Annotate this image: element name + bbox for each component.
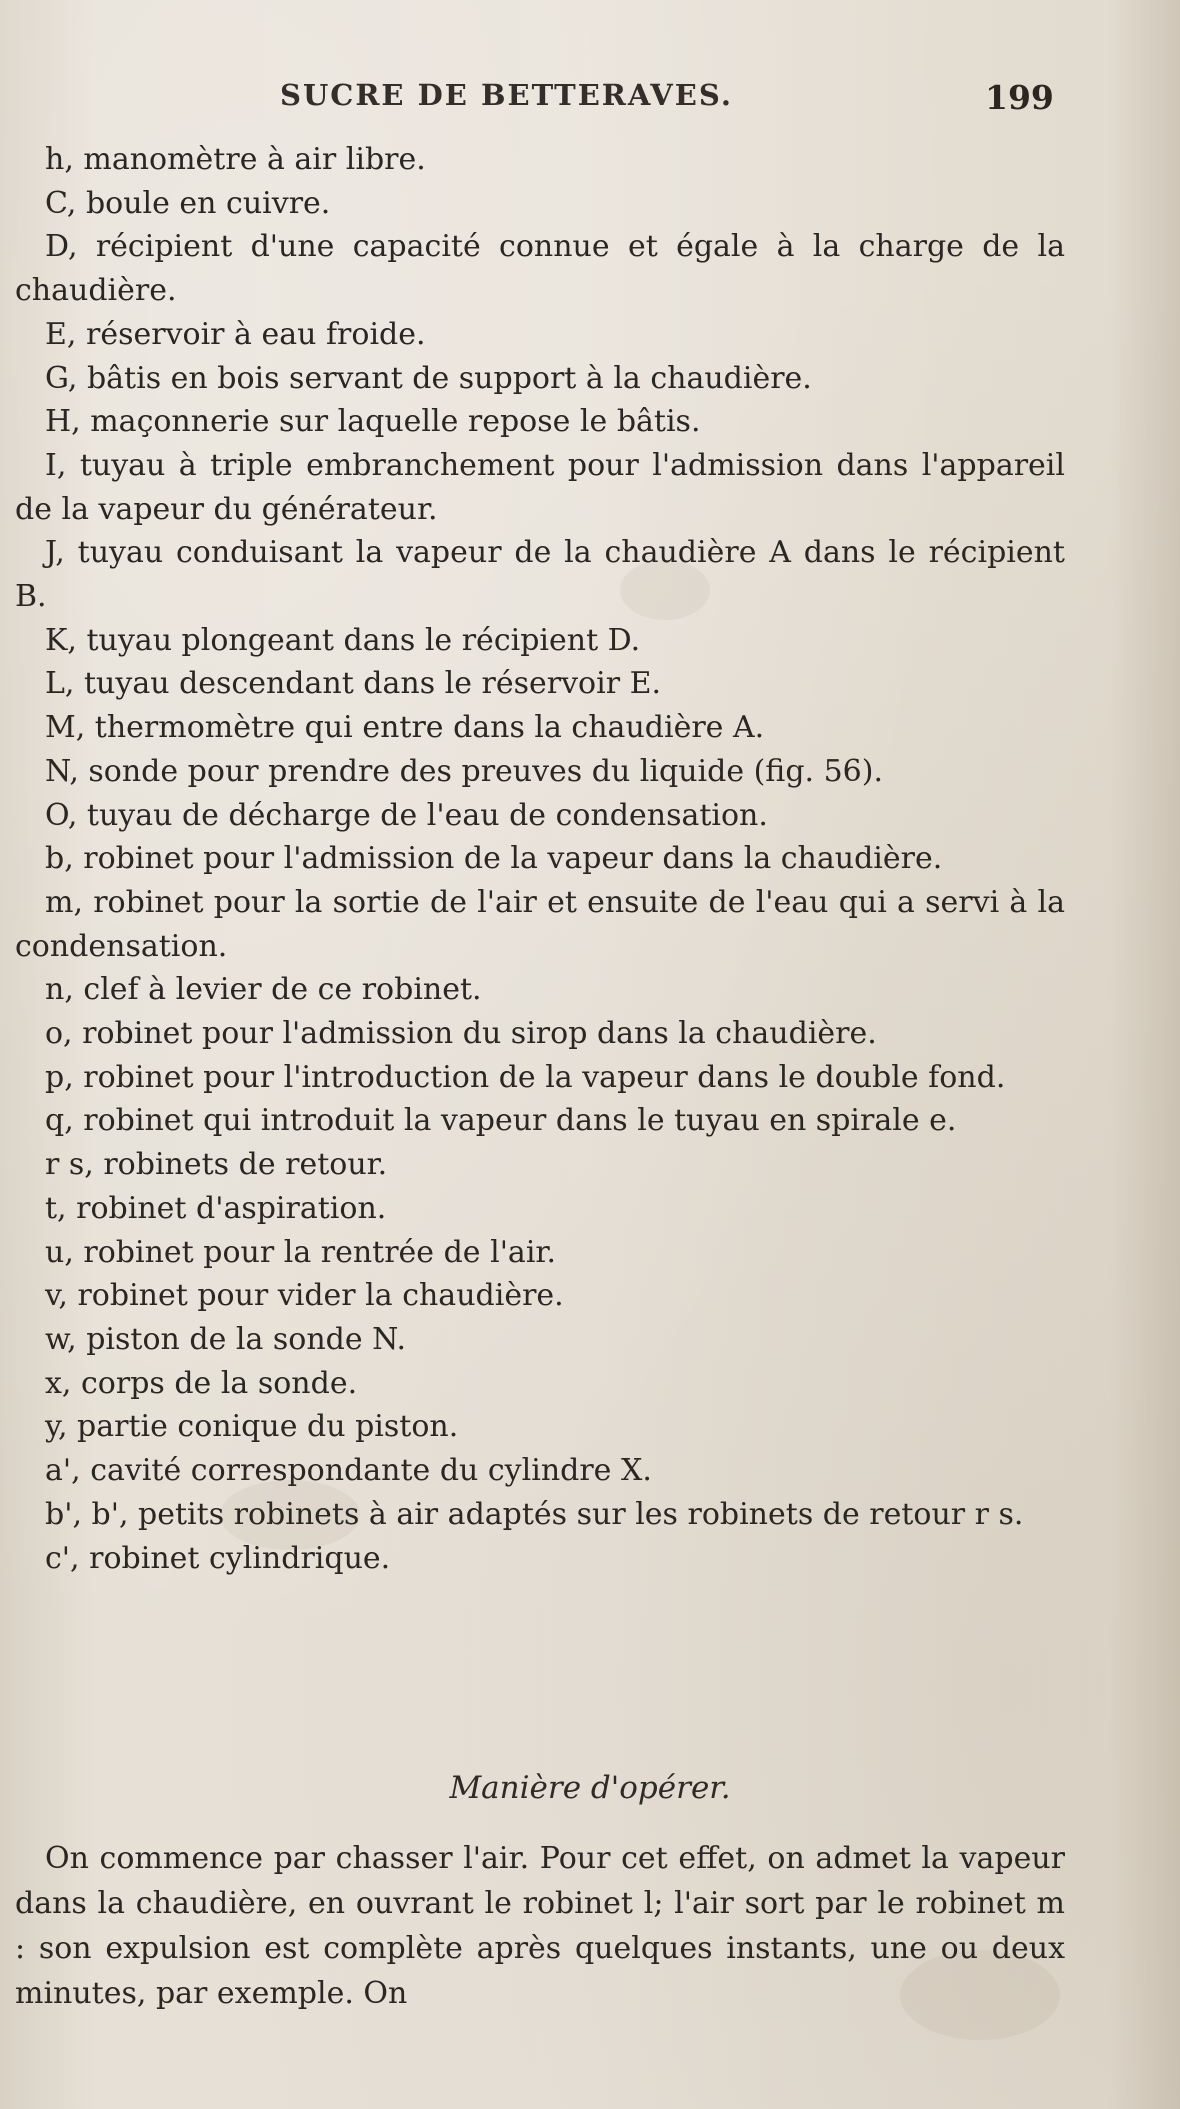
- legend-entry-rs: r s, robinets de retour.: [45, 1147, 388, 1183]
- running-head: [0, 78, 1180, 118]
- legend-list: [15, 138, 1065, 1580]
- legend-entry-N: N, sonde pour prendre des preuves du liquide (fig. 56).: [45, 753, 884, 789]
- legend-entry-G: G, bâtis en bois servant de support à la chaudière.: [45, 360, 812, 396]
- legend-entry-O: O, tuyau de décharge de l'eau de condensation.: [45, 797, 768, 833]
- running-title: SUCRE DE BETTERAVES.: [280, 78, 733, 112]
- legend-entry-h: h, manomètre à air libre.: [45, 142, 426, 177]
- legend-entry-J: J, tuyau conduisant la vapeur de la chaudière A dans le récipient B.: [15, 535, 1065, 615]
- legend-entry-y: y, partie conique du piston.: [45, 1409, 459, 1445]
- legend-entry-v: v, robinet pour vider la chaudière.: [45, 1278, 564, 1314]
- legend-entry-H: H, maçonnerie sur laquelle repose le bâtis.: [45, 404, 701, 440]
- legend-entry-b-prime: b', b', petits robinets à air adaptés sur les robinets de retour r s.: [45, 1496, 1024, 1532]
- legend-entry-x: x, corps de la sonde.: [45, 1365, 358, 1401]
- section-heading: Manière d'opérer.: [449, 1770, 731, 1806]
- page-number: 199: [985, 78, 1054, 117]
- legend-entry-c-prime: c', robinet cylindrique.: [45, 1540, 391, 1576]
- legend-entry-t: t, robinet d'aspiration.: [45, 1190, 387, 1226]
- legend-entry-n: n, clef à levier de ce robinet.: [45, 972, 482, 1008]
- legend-entry-o: o, robinet pour l'admission du sirop dans la chaudière.: [45, 1016, 877, 1052]
- legend-entry-m: m, robinet pour la sortie de l'air et ensuite de l'eau qui a servi à la condensation.: [15, 884, 1065, 964]
- legend-entry-K: K, tuyau plongeant dans le récipient D.: [45, 622, 641, 658]
- legend-entry-u: u, robinet pour la rentrée de l'air.: [45, 1234, 556, 1270]
- legend-entry-a-prime: a', cavité correspondante du cylindre X.: [45, 1453, 652, 1489]
- legend-entry-C: C, boule en cuivre.: [45, 185, 331, 221]
- legend-entry-L: L, tuyau descendant dans le réservoir E.: [45, 666, 662, 702]
- legend-entry-q: q, robinet qui introduit la vapeur dans le tuyau en spirale e.: [45, 1103, 957, 1139]
- legend-entry-p: p, robinet pour l'introduction de la vapeur dans le double fond.: [45, 1059, 1006, 1095]
- legend-entry-w: w, piston de la sonde N.: [45, 1321, 407, 1357]
- legend-entry-D: D, récipient d'une capacité connue et égale à la charge de la chaudière.: [15, 229, 1065, 309]
- body-paragraph: On commence par chasser l'air. Pour cet effet, on admet la vapeur dans la chaudière, en ouvrant le robinet l; l'air sort par le robinet m : son expulsion est complète après quelques instants, une ou deux minutes, par exemple. On: [15, 1841, 1065, 2011]
- legend-entry-b: b, robinet pour l'admission de la vapeur dans la chaudière.: [45, 841, 943, 877]
- legend-entry-I: I, tuyau à triple embranchement pour l'admission dans l'appareil de la vapeur du générateur.: [15, 447, 1065, 527]
- legend-entry-M: M, thermomètre qui entre dans la chaudière A.: [45, 710, 765, 746]
- legend-entry-E: E, réservoir à eau froide.: [45, 316, 426, 352]
